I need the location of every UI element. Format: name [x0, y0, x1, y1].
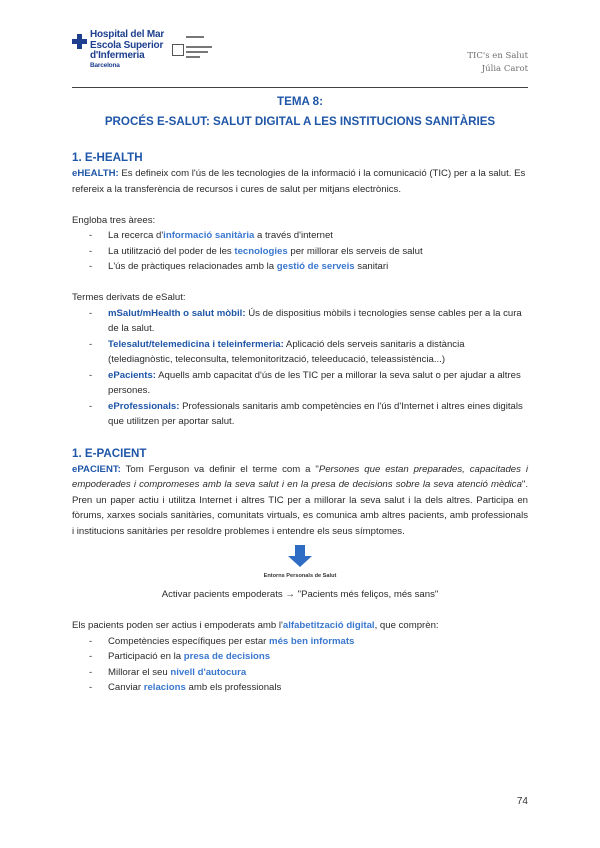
list-item: - Participació en la presa de decisions: [72, 649, 528, 665]
author-name: Júlia Carot: [481, 64, 528, 74]
down-arrow-icon: [295, 545, 305, 556]
page-number: 74: [516, 796, 528, 807]
areas-list: [72, 228, 528, 275]
list-item: - Millorar el seu nivell d'autocura: [72, 665, 528, 681]
document-body: [72, 92, 528, 696]
topic-title: PROCÉS E-SALUT: SALUT DIGITAL A LES INSTITUCIONS SANITÀRIES: [104, 115, 496, 128]
list-item: - La utilització del poder de les tecnologies per millorar els serveis de salut: [72, 244, 528, 260]
terms-intro: Termes derivats de eSalut:: [72, 292, 186, 303]
topic-number: TEMA 8:: [277, 95, 323, 108]
empowered-patients-line: Activar pacients empoderats → "Pacients més feliços, més sans": [161, 589, 439, 600]
areas-intro: Engloba tres àrees:: [72, 214, 156, 226]
literacy-list: [72, 634, 528, 696]
ferguson-quote: Persones que estan preparades, capacitades i empoderades i compromeses amb la seva salut i en la presa de decisions sobre la seva atenció mèdica: [72, 463, 528, 490]
course-name: TIC's en Salut: [467, 51, 528, 61]
list-item: - mSalut/mHealth o salut mòbil: Ús de dispositius mòbils i tecnologies sense cables per a la cura de la salut.: [72, 306, 528, 337]
list-item: - Canviar relacions amb els professionals: [72, 680, 528, 696]
digital-literacy-intro: Els pacients poden ser actius i empoderats amb l'alfabetització digital, que comprèn:: [72, 620, 439, 631]
header-divider: [72, 87, 528, 88]
list-item: - ePacients: Aquells amb capacitat d'ús de les TIC per a millorar la seva salut o per ajudar a altres persones.: [72, 368, 528, 399]
arrow-figure: [72, 545, 528, 585]
logo-line-3: d'Infermeria: [90, 50, 145, 61]
ehealth-definition-text: Es defineix com l'ús de les tecnologies de la informació i la comunicació (TIC) per a la salut. Es refereix a la transferència de recursos i cures de salut per mitjans electrònics.: [72, 168, 526, 195]
ehealth-term: eHEALTH:: [72, 168, 119, 179]
list-item: - Competències específiques per estar més ben informats: [72, 634, 528, 650]
section-heading-ehealth: 1. E-HEALTH: [72, 151, 143, 164]
hospital-del-mar-logo: [72, 30, 182, 74]
list-item: - eProfessionals: Professionals sanitaris amb competències en l'ús d'Internet i altres eines digitals que utilitzen per aportar salut.: [72, 399, 528, 430]
header-course-info: [467, 50, 528, 76]
logo-line-1: Hospital del Mar: [90, 29, 165, 40]
logo-city: Barcelona: [90, 61, 120, 69]
list-item: - La recerca d'informació sanitària a través d'internet: [72, 228, 528, 244]
logo-line-2: Escola Superior: [90, 39, 164, 51]
terms-list: [72, 306, 528, 430]
cross-icon: [72, 34, 87, 49]
university-logo: [172, 32, 217, 72]
ehealth-definition: [72, 166, 528, 197]
figure-caption: Entorns Personals de Salut: [263, 573, 337, 579]
epacient-definition: ePACIENT: Tom Ferguson va definir el terme com a "Persones que estan preparades, capacitades i empoderades i compromeses amb la seva salut i en la presa de decisions sobre la seva atenció mèdica". Pren un paper actiu i utilitza Internet i altres TIC per a millorar la seva salut i la dels altres. Participa en fòrums, xarxes socials sanitàries, comunitats virtuals, es comunica amb altres pacients, amb professionals i institucions sanitàries per resoldre problemes i entendre els seus símptomes.: [72, 463, 528, 537]
section-heading-epacient: 1. E-PACIENT: [72, 446, 147, 460]
page-header: [72, 30, 528, 88]
list-item: - Telesalut/telemedicina i teleinfermeria: Aplicació dels serveis sanitaris a distància (telediagnòstic, teleconsulta, telemonitorització, teleeducació, teleassistència...): [72, 337, 528, 368]
epacient-term: ePACIENT:: [72, 463, 121, 475]
list-item: - L'ús de pràctiques relacionades amb la gestió de serveis sanitari: [72, 259, 528, 275]
